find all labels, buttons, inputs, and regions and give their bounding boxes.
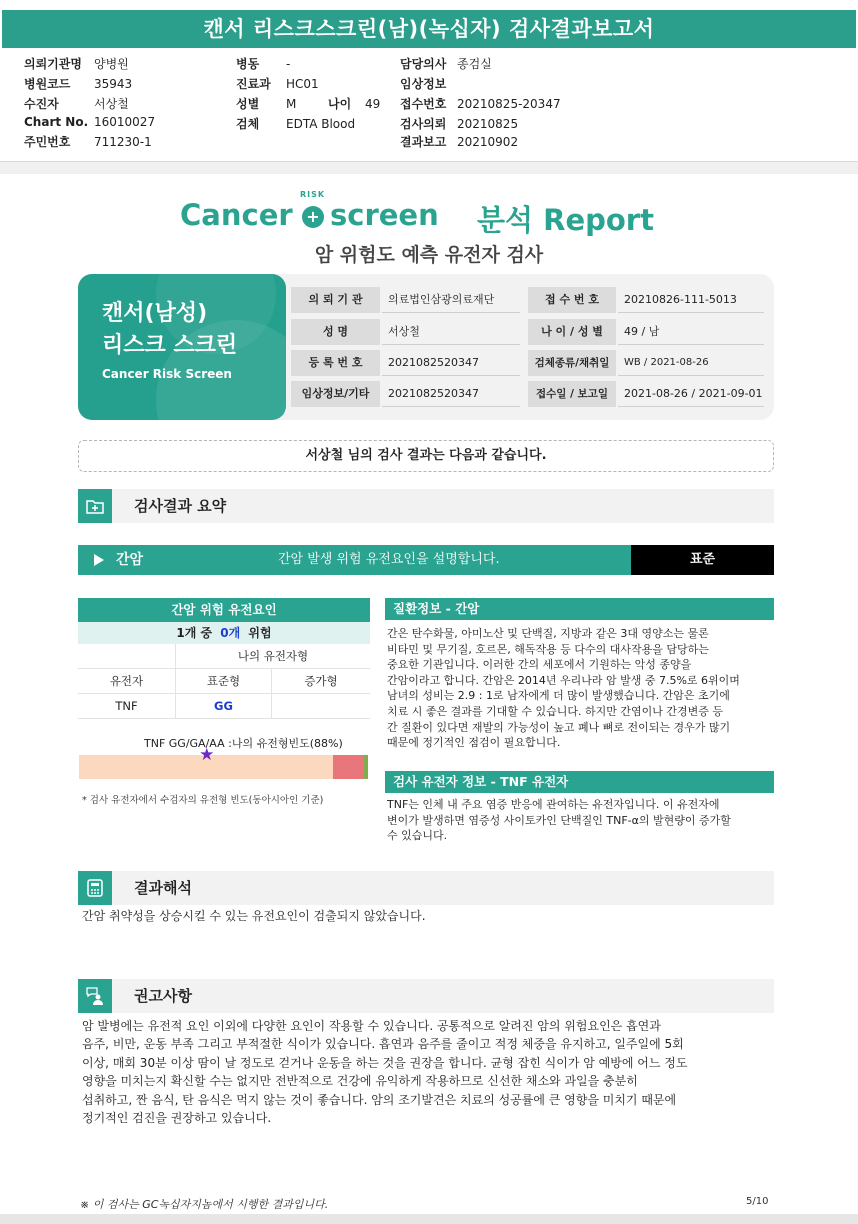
test-name-english: Cancer Risk Screen	[102, 367, 232, 381]
meta-field	[24, 133, 152, 150]
test-name-line1: 캔서(남성)	[102, 301, 208, 326]
disease-info-header: 질환정보 - 간암	[385, 598, 774, 620]
cancer-risk-screen-logo	[180, 190, 680, 240]
calculator-icon	[78, 871, 112, 905]
risk-count-prefix: 1개 중	[176, 626, 213, 640]
recommendation-title: 권고사항	[134, 987, 192, 1005]
interpretation-title: 결과해석	[134, 879, 192, 897]
gene-info-header: 검사 유전자 정보 - TNF 유전자	[385, 771, 774, 793]
organ-description: 간암 발생 위험 유전요인을 설명합니다.	[278, 552, 500, 567]
info-value: WB / 2021-08-26	[618, 350, 764, 376]
meta-field-key: 담당의사	[400, 57, 447, 71]
page-subtitle: 암 위험도 예측 유전자 검사	[314, 244, 544, 266]
info-key: 접수일 / 보고일	[528, 381, 616, 407]
risk-count-suffix: 위험	[248, 626, 272, 640]
info-value: 2021082520347	[382, 381, 520, 407]
page-number: 5/10	[746, 1196, 769, 1207]
interpretation-text: 간암 취약성을 상승시킬 수 있는 유전요인이 검출되지 않았습니다.	[82, 909, 426, 923]
meta-field	[24, 55, 129, 72]
meta-age-key: 나이	[328, 97, 352, 111]
meta-field-value: EDTA Blood	[286, 117, 356, 131]
genotype-frequency-label: TNF GG/GA/AA :나의 유전형빈도(88%)	[144, 737, 343, 750]
meta-field-value: 35943	[94, 77, 133, 91]
info-value: 서상철	[382, 319, 520, 345]
meta-field-value: 종검실	[457, 57, 492, 71]
logo-risk-text: RISK	[300, 190, 326, 199]
standard-value-cell: GG	[175, 694, 271, 718]
gene-table-title: 간암 위험 유전요인	[78, 598, 370, 622]
gene-info-text: TNF는 인체 내 주요 염증 반응에 관여하는 유전자입니다. 이 유전자에 변이가 발생하면 염증성 사이토카인 단백질인 TNF-α의 발현량이 증가할 수 있습니다.	[387, 798, 731, 843]
meta-field-value: 20210825-20347	[457, 97, 561, 111]
risk-count	[78, 622, 370, 644]
info-key: 검체종류/채취일	[528, 350, 616, 376]
genotype-frequency-bar	[79, 755, 368, 779]
logo-cancer-text: Cancer	[180, 198, 293, 232]
meta-age-value: 49	[365, 97, 381, 111]
recommendation-text: 암 발병에는 유전적 요인 이외에 다양한 요인이 작용할 수 있습니다. 공통적으로 알려진 암의 위험요인은 흡연과 음주, 비만, 운동 부족 그리고 부적절한 식이가 있습니다. 흡연과 음주를 줄이고 적정 체중을 유지하고, 일주일에 5회 이상, 매회 30분 이상 땀이 날 정도로 걷거나 운동을 하는 것을 권장을 합니다. 균형 잡힌 식이가 암 예방에 어느 정도 영향을 미치는지 확신할 수는 없지만 전반적으로 건강에 유익하게 작용하므로 신선한 채소와 과일을 충분히 섭취하고, 짠 음식, 탄 음식은 먹지 않는 것이 좋습니다. 암의 조기발견은 치료의 성공률에 큰 영향을 미치기 때문에 정기적인 검진을 권장하고 있습니다.	[82, 1019, 688, 1126]
meta-field-value: 711230-1	[94, 135, 152, 149]
info-value: 의료법인삼광의료재단	[382, 287, 520, 313]
meta-field	[24, 95, 129, 112]
gene-name-cell: TNF	[115, 699, 138, 713]
meta-field-value: 20210902	[457, 135, 519, 149]
table-row	[78, 694, 370, 719]
organ-name: 간암	[116, 552, 144, 568]
meta-field-key: 검체	[236, 117, 260, 131]
meta-field-value: HC01	[286, 77, 319, 91]
risk-grade-badge: 표준	[631, 545, 774, 575]
play-arrow-icon	[94, 554, 104, 566]
meta-field-key: 검사의뢰	[400, 117, 447, 131]
divider-band	[0, 162, 858, 174]
folder-plus-icon	[78, 489, 112, 523]
increased-value-cell	[271, 694, 370, 718]
meta-field-value: M	[286, 97, 297, 111]
meta-field-value: 서상철	[94, 97, 129, 111]
meta-field	[400, 75, 457, 92]
plus-icon: +	[302, 206, 324, 228]
frequency-segment	[364, 755, 368, 779]
meta-field-key: 주민번호	[24, 135, 71, 149]
bottom-band	[0, 1214, 858, 1224]
info-value: 20210826-111-5013	[618, 287, 764, 313]
my-genotype-marker-icon: ★	[199, 745, 215, 765]
summary-title: 검사결과 요약	[134, 497, 227, 515]
meta-field-key: 임상정보	[400, 77, 447, 91]
meta-field	[24, 75, 132, 92]
info-key: 성 명	[291, 319, 380, 345]
meta-field	[24, 115, 155, 129]
meta-field-key: 병동	[236, 57, 260, 71]
meta-field-key: 병원코드	[24, 77, 71, 91]
my-genotype-header: 나의 유전자형	[175, 644, 370, 668]
meta-field	[236, 95, 296, 112]
patient-meta	[0, 50, 858, 162]
meta-age	[328, 95, 380, 112]
risk-count-value: 0개	[220, 626, 241, 640]
test-name-line2: 리스크 스크린	[102, 333, 238, 358]
info-key: 등 록 번 호	[291, 350, 380, 376]
info-key: 접 수 번 호	[528, 287, 616, 313]
recommendation-section-header	[78, 979, 774, 1013]
meta-field-key: 결과보고	[400, 135, 447, 149]
meta-field-value: 양병원	[94, 57, 129, 71]
meta-field-key: 의뢰기관명	[24, 57, 82, 71]
meta-field	[400, 115, 518, 132]
report-header	[0, 0, 858, 50]
meta-field-key: Chart No.	[24, 115, 89, 129]
page-footer	[0, 1196, 858, 1216]
info-key: 나 이 / 성 별	[528, 319, 616, 345]
meta-field-value: 20210825	[457, 117, 519, 131]
meta-field-key: 접수번호	[400, 97, 447, 111]
logo-screen-text: screen	[330, 198, 439, 232]
meta-field-value: 16010027	[94, 115, 156, 129]
info-key: 임상정보/기타	[291, 381, 380, 407]
meta-field	[400, 55, 492, 72]
doctor-consult-icon	[78, 979, 112, 1013]
meta-field-key: 성별	[236, 97, 260, 111]
table-row	[78, 669, 370, 694]
info-value: 2021082520347	[382, 350, 520, 376]
table-row	[78, 644, 370, 669]
organ-result-bar	[78, 545, 774, 575]
meta-field	[400, 95, 561, 112]
test-name-panel	[78, 274, 286, 420]
meta-field	[236, 75, 319, 92]
logo-report-text: 분석 Report	[477, 203, 654, 237]
frequency-segment	[333, 755, 363, 779]
meta-field	[236, 55, 290, 72]
frequency-footnote: * 검사 유전자에서 수검자의 유전형 빈도(동아시아인 기준)	[82, 795, 324, 806]
info-key: 의 뢰 기 관	[291, 287, 380, 313]
increased-col-header: 증가형	[271, 669, 370, 693]
meta-field-key: 진료과	[236, 77, 271, 91]
meta-field-value: -	[286, 57, 291, 71]
info-value: 2021-08-26 / 2021-09-01	[618, 381, 764, 407]
disease-info-text: 간은 탄수화물, 아미노산 및 단백질, 지방과 같은 3대 영양소는 물론 비타민 및 무기질, 호르몬, 해독작용 등 다수의 대사작용을 담당하는 중요한 기관입니다. 이러한 간의 세포에서 기원하는 악성 종양을 간암이라고 합니다. 간암은 2014년 우리나라 암 발생 중 7.5%로 6위이며 남녀의 성비는 2.9 : 1로 남자에게 더 많이 발생했습니다. 간암은 초기에 치료 시 좋은 결과를 기대할 수 있습니다. 하지만 간염이나 간경변증 등 간 질환이 있다면 재발의 가능성이 높고 폐나 뼈로 전이되는 경우가 많기 때문에 정기적인 점검이 필요합니다.	[387, 627, 740, 750]
standard-col-header: 표준형	[175, 669, 271, 693]
meta-field	[236, 115, 355, 132]
interpretation-section-header	[78, 871, 774, 905]
result-intro-banner: 서상철 님의 검사 결과는 다음과 같습니다.	[78, 440, 774, 472]
meta-field	[400, 133, 518, 150]
gene-col-header: 유전자	[109, 674, 144, 688]
footer-note: ※ 이 검사는 GC녹십자지놈에서 시행한 결과입니다.	[80, 1198, 329, 1211]
meta-field-key: 수진자	[24, 97, 59, 111]
summary-section-header	[78, 489, 774, 523]
report-title: 캔서 리스크스크린(남)(녹십자) 검사결과보고서	[2, 10, 856, 48]
info-value: 49 / 남	[618, 319, 764, 345]
